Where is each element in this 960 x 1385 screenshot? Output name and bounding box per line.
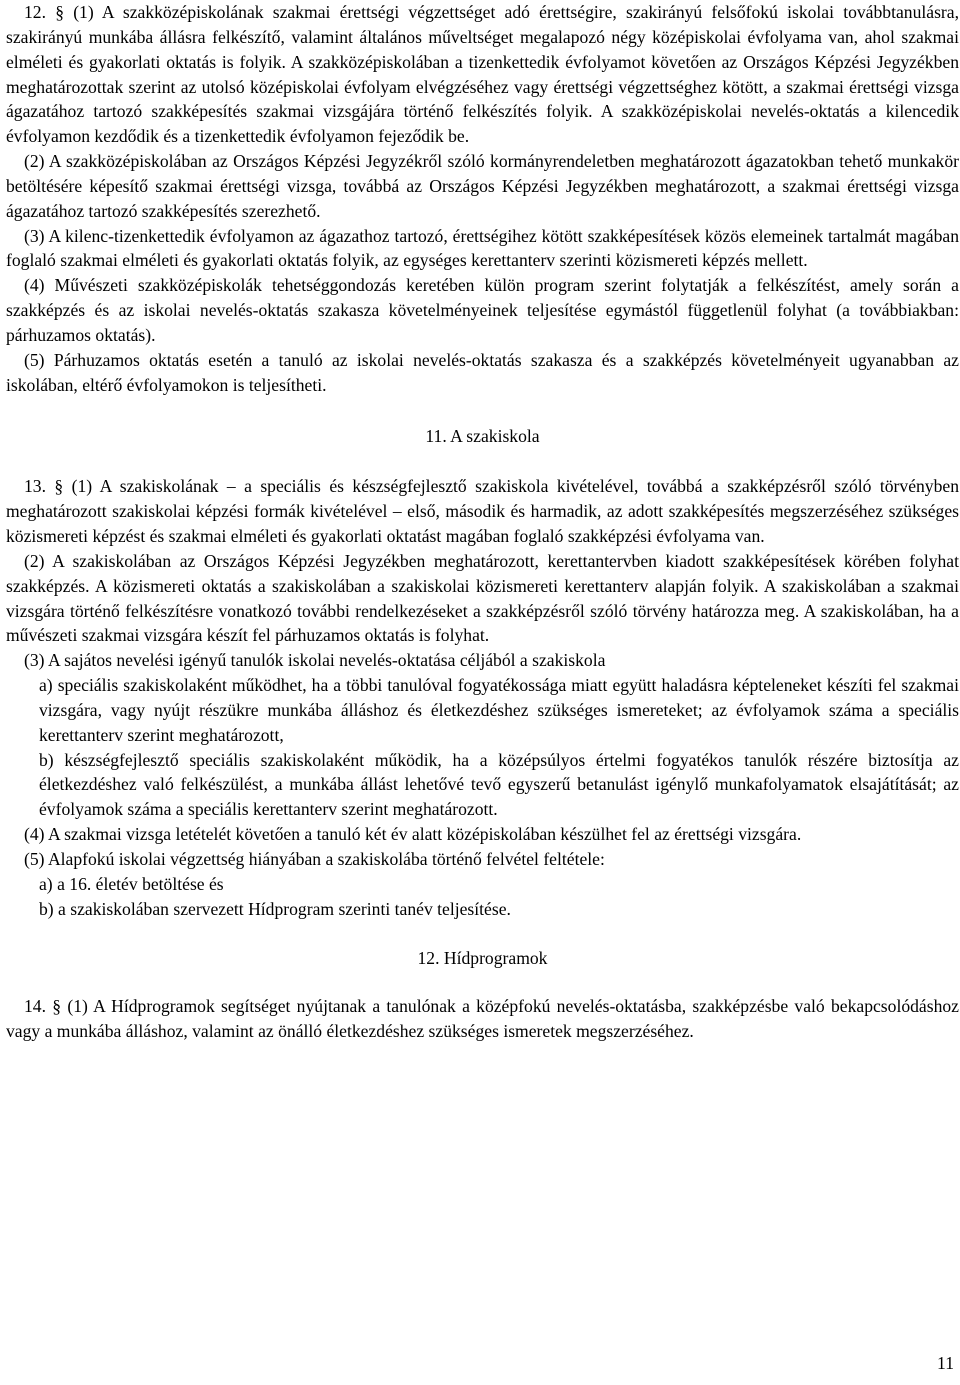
- paragraph-13-5: (5) Alapfokú iskolai végzettség hiányában a szakiskolába történő felvétel feltétele:: [24, 849, 605, 869]
- section-heading-11: 11. A szakiskola: [425, 425, 540, 446]
- paragraph-12-3: (3) A kilenc-tizenkettedik évfolyamon az ágazathoz tartozó, érettségihez kötött szakképesítések közös elemeinek tartalmát magában foglaló szakmai elméleti és gyakorlati oktatás folyik, az egységes kerettanterv szerinti közismereti képzés mellett.: [6, 225, 959, 271]
- spacer: [6, 448, 959, 474]
- paragraph-13-1: 13. § (1) A szakiskolának – a speciális és készségfejlesztő szakiskola kivételével, továbbá a szakképzésről szóló törvényben meghatározott szakiskolai képzési formák kivételével – első, második és harmadik, az adott szakképesítés megszerzéséhez szükséges közismereti képzést és szakmai elméleti és gyakorlati oktatást magában foglaló szakképzési évfolyama van.: [6, 476, 959, 547]
- paragraph-13-3: (3) A sajátos nevelési igényű tanulók iskolai nevelés-oktatása céljából a szakiskola: [24, 650, 606, 671]
- list-item-13-5-a: a) a 16. életév betöltése és: [39, 873, 224, 894]
- list-item-13-3-a: a) speciális szakiskolaként működhet, ha a többi tanulóval fogyatékossága miatt együtt haladásra képteleneket készíti fel szakmai vizsgára, vagy nyújt részükre munkába álláshoz és életkezdéshez szükséges ismereteket; az évfolyamok száma a speciális kerettanterv szerint meghatározott,: [39, 675, 959, 745]
- spacer: [6, 970, 959, 994]
- paragraph-13-4: (4) A szakmai vizsga letételét követően a tanuló két év alatt középiskolában készülhet fel az érettségi vizsgára.: [24, 824, 802, 845]
- spacer: [6, 398, 959, 424]
- document-page: [6, 0, 959, 1044]
- section-heading-12: 12. Hídprogramok: [417, 947, 548, 968]
- paragraph-13-2: (2) A szakiskolában az Országos Képzési Jegyzékben meghatározott, kerettantervben kiadott szakképesítések körében folyhat szakképzés. A közismereti oktatás a szakiskolában a szakiskolai közismereti kerettanterv alapján folyik. A szakiskolában a szakmai vizsgára történő felkészítésre vonatkozó további rendelkezéseket a szakképzésről szóló törvény határozza meg. A szakiskolában, ha a művészeti szakmai vizsgára készít fel párhuzamos oktatás is folyhat.: [6, 550, 959, 646]
- paragraph-12-4: (4) Művészeti szakközépiskolák tehetséggondozás keretében külön program szerint folytatják a felkészítést, amely során a szakképzés és az iskolai nevelés-oktatás szakasza követelményeinek teljesítése egymástól függetlenül folyhat (a továbbiakban: párhuzamos oktatás).: [6, 275, 959, 345]
- page-number: 11: [937, 1353, 954, 1373]
- list-item-13-5-b: b) a szakiskolában szervezett Hídprogram szerinti tanév teljesítése.: [39, 898, 511, 919]
- paragraph-12-1: 12. § (1) A szakközépiskolának szakmai érettségi végzettséget adó érettségire, szakirányú felsőfokú iskolai továbbtanulásra, szakirányú munkába állásra felkészítő, valamint általános műveltséget megalapozó négy középiskolai évfolyama van, ahol szakmai elméleti és gyakorlati oktatás is folyik. A szakközépiskolában a tizenkettedik évfolyamot követően az Országos Képzési Jegyzékben meghatározottak szerint az utolsó középiskolai évfolyam elvégzéséhez vagy érettségi végzettséghez kötött, a szakmai érettségi vizsga ágazatához tartozó szakképesítés szakmai vizsgájára történő felkészítés folyik. A szakközépiskolai nevelés-oktatás a kilencedik évfolyamon kezdődik és a tizenkettedik évfolyamon fejeződik be.: [6, 2, 959, 147]
- paragraph-12-5: (5) Párhuzamos oktatás esetén a tanuló az iskolai nevelés-oktatás szakasza és a szakképzés követelményeit ugyanabban az iskolában, eltérő évfolyamokon is teljesítheti.: [6, 349, 959, 395]
- spacer: [6, 922, 959, 946]
- paragraph-12-2: (2) A szakközépiskolában az Országos Képzési Jegyzékről szóló kormányrendeletben meghatározott ágazatokban tehető munkakör betöltésére képesítő szakmai érettségi vizsga, továbbá az Országos Képzési Jegyzékben meghatározott, a szakmai érettségi vizsga ágazatához tartozó szakképesítés szerezhető.: [6, 151, 959, 221]
- paragraph-14-1: 14. § (1) A Hídprogramok segítséget nyújtanak a tanulónak a középfokú nevelés-oktatásba, szakképzésbe való bekapcsolódáshoz vagy a munkába álláshoz, valamint az önálló életkezdéshez szükséges ismeretek megszerzéséhez.: [6, 996, 959, 1042]
- list-item-13-3-b: b) készségfejlesztő speciális szakiskolaként működik, ha a középsúlyos értelmi fogyatékos tanulók részére biztosítja az életkezdéshez való felkészülést, a munkába állást lehetővé tevő egyszerű betanulást igénylő munkafolyamatok elsajátítását; az évfolyamok száma a speciális kerettanterv szerint meghatározott.: [39, 749, 959, 820]
